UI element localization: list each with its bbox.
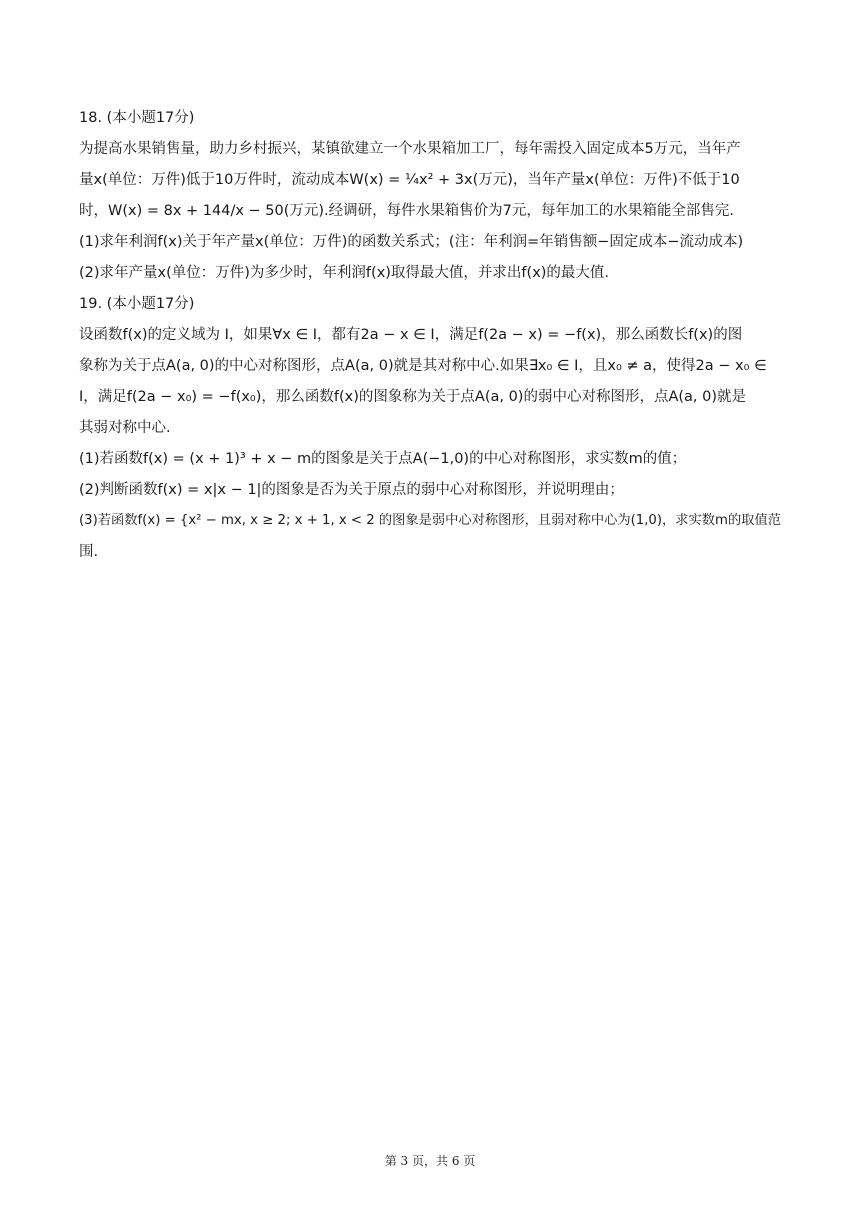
content-body xyxy=(79,108,779,573)
question-19-part-2: (2)判断函数f(x) = x|x − 1|的图象是否为关于原点的弱中心对称图形，并说明理由； xyxy=(79,482,624,498)
question-19-part-3: (3)若函数f(x) = {x² − mx, x ≥ 2; x + 1, x < 2 的图象是弱中心对称图形，且弱对称中心为(1,0)，求实数m的取值范 xyxy=(79,513,781,528)
question-19-line-1: 设函数f(x)的定义域为 I，如果∀x ∈ I，都有2a − x ∈ I，满足f(2a − x) = −f(x)，那么函数长f(x)的图 xyxy=(79,327,743,343)
question-19-part-1: (1)若函数f(x) = (x + 1)³ + x − m的图象是关于点A(−1,0)的中心对称图形，求实数m的值； xyxy=(79,451,687,467)
question-19-line-4: 其弱对称中心. xyxy=(79,420,171,436)
page-footer: 第 3 页，共 6 页 xyxy=(384,1154,476,1168)
question-18-part-1: (1)求年利润f(x)关于年产量x(单位：万件)的函数关系式；(注：年利润=年销售额−固定成本−流动成本) xyxy=(79,234,744,250)
question-19-line-2: 象称为关于点A(a, 0)的中心对称图形，点A(a, 0)就是其对称中心.如果∃x₀ ∈ I，且x₀ ≠ a，使得2a − x₀ ∈ xyxy=(79,358,767,374)
question-18-line-1: 为提高水果销售量，助力乡村振兴，某镇欲建立一个水果箱加工厂，每年需投入固定成本5万元，当年产 xyxy=(79,141,741,157)
question-18-line-3: 时，W(x) = 8x + 144/x − 50(万元).经调研，每件水果箱售价为7元，每年加工的水果箱能全部售完. xyxy=(79,203,734,219)
question-19-part-3-cont: 围. xyxy=(79,544,99,560)
question-18-line-2: 量x(单位：万件)低于10万件时，流动成本W(x) = ¼x² + 3x(万元)，当年产量x(单位：万件)不低于10 xyxy=(79,172,740,188)
question-18-title: 18. (本小题17分) xyxy=(79,110,195,126)
question-18-part-2: (2)求年产量x(单位：万件)为多少时，年利润f(x)取得最大值，并求出f(x)的最大值. xyxy=(79,265,610,281)
question-19-line-3: I，满足f(2a − x₀) = −f(x₀)，那么函数f(x)的图象称为关于点A(a, 0)的弱中心对称图形，点A(a, 0)就是 xyxy=(79,389,747,405)
question-19-title: 19. (本小题17分) xyxy=(79,296,195,312)
